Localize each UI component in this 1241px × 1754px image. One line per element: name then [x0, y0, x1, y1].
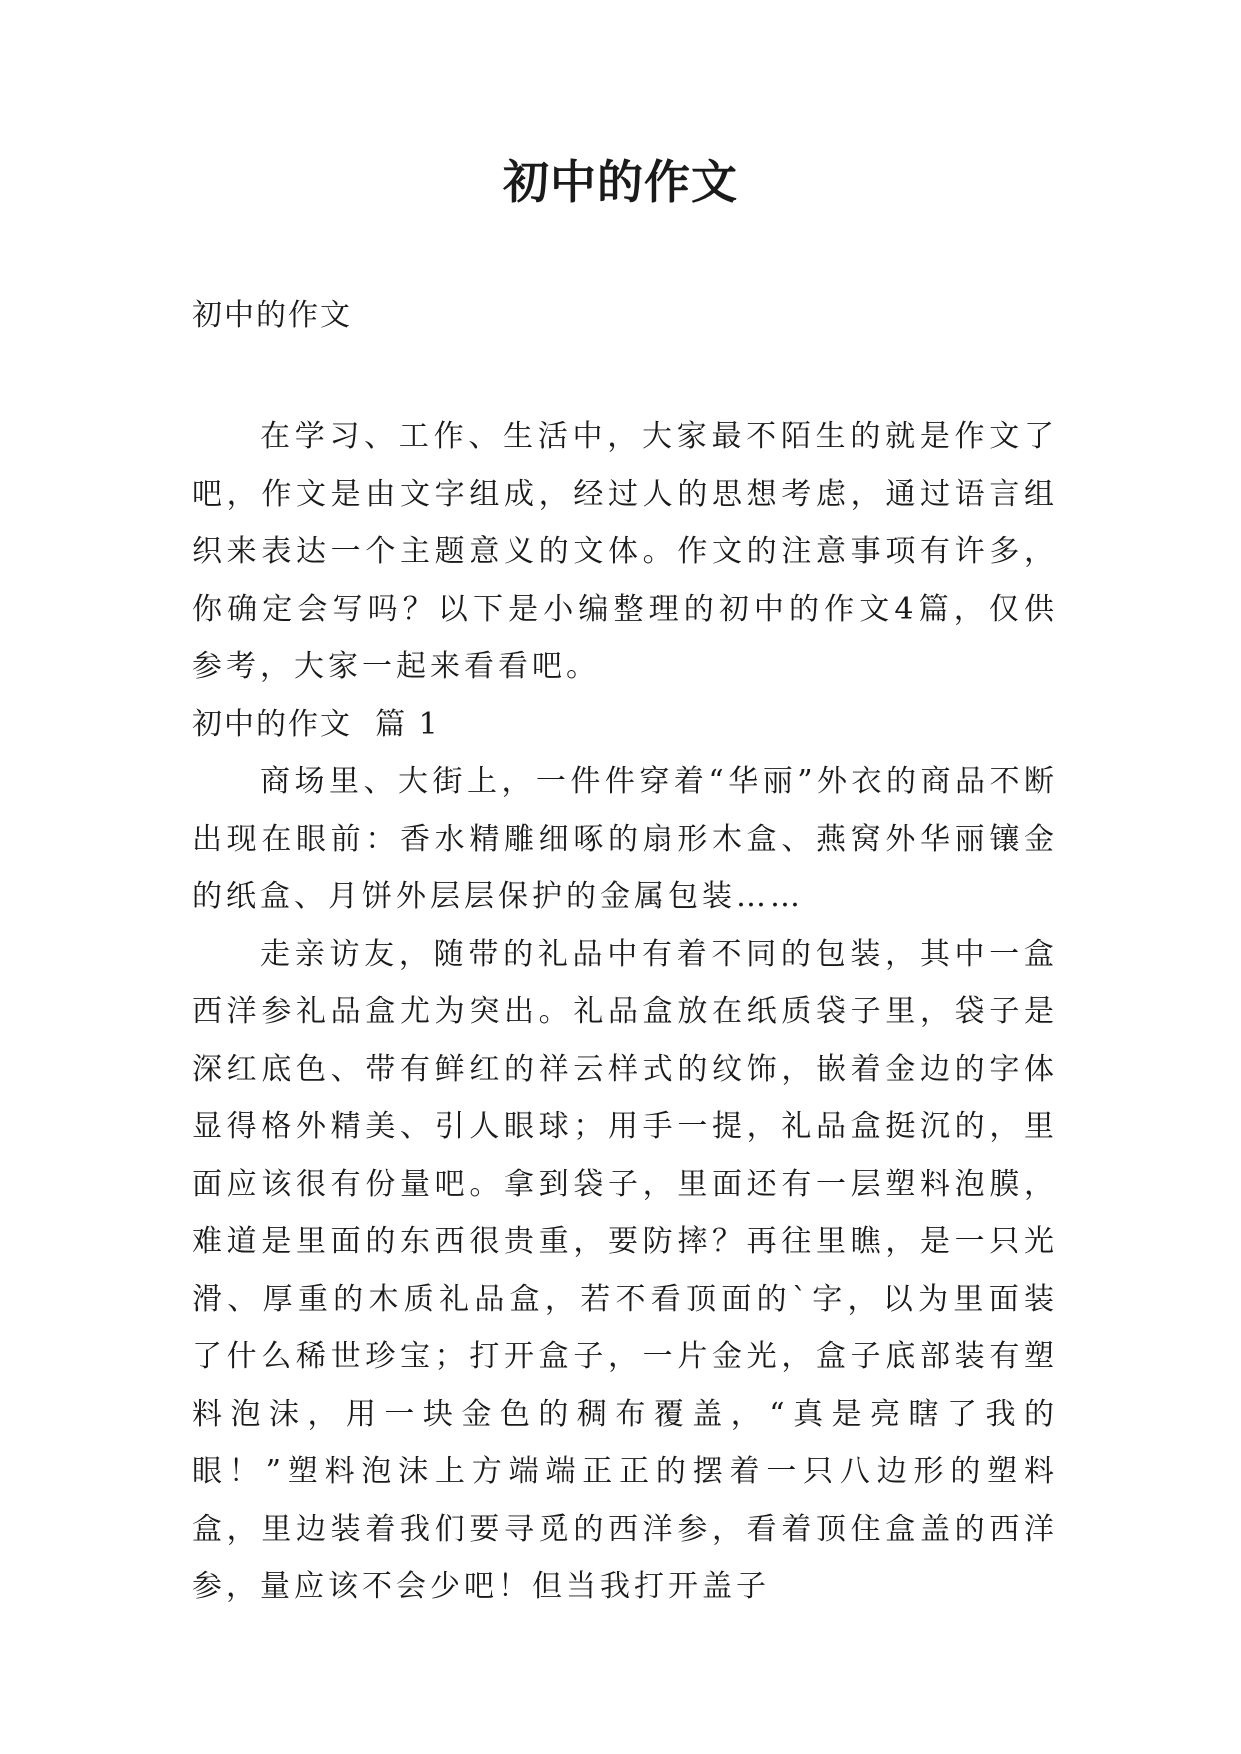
body-paragraph: 走亲访友，随带的礼品中有着不同的包装，其中一盒西洋参礼品盒尤为突出。礼品盒放在纸质袋子里，袋子是深红底色、带有鲜红的祥云样式的纹饰，嵌着金边的字体显得格外精美、引人眼球；用手一提，礼品盒挺沉的，里面应该很有份量吧。拿到袋子，里面还有一层塑料泡膜，难道是里面的东西很贵重，要防摔？再往里瞧，是一只光滑、厚重的木质礼品盒，若不看顶面的`字，以为里面装了什么稀世珍宝；打开盒子，一片金光，盒子底部装有塑料泡沫，用一块金色的稠布覆盖，“真是亮瞎了我的眼！”塑料泡沫上方端端正正的摆着一只八边形的塑料盒，里边装着我们要寻觅的西洋参，看着顶住盒盖的西洋参，量应该不会少吧！但当我打开盖子: [192, 936, 1058, 1604]
document-subtitle: 初中的作文: [192, 298, 352, 333]
body-paragraph: 商场里、大街上，一件件穿着“华丽”外衣的商品不断出现在眼前：香水精雕细啄的扇形木盒、燕窝外华丽镶金的纸盒、月饼外层层保护的金属包装……: [192, 764, 1058, 914]
document-title: 初中的作文: [503, 155, 738, 209]
document-body: [192, 408, 1058, 1616]
section-heading: 初中的作文 篇 1: [192, 706, 440, 742]
intro-paragraph: 在学习、工作、生活中，大家最不陌生的就是作文了吧，作文是由文字组成，经过人的思想考虑，通过语言组织来表达一个主题意义的文体。作文的注意事项有许多，你确定会写吗？以下是小编整理的初中的作文4篇，仅供参考，大家一起来看看吧。: [192, 419, 1058, 684]
